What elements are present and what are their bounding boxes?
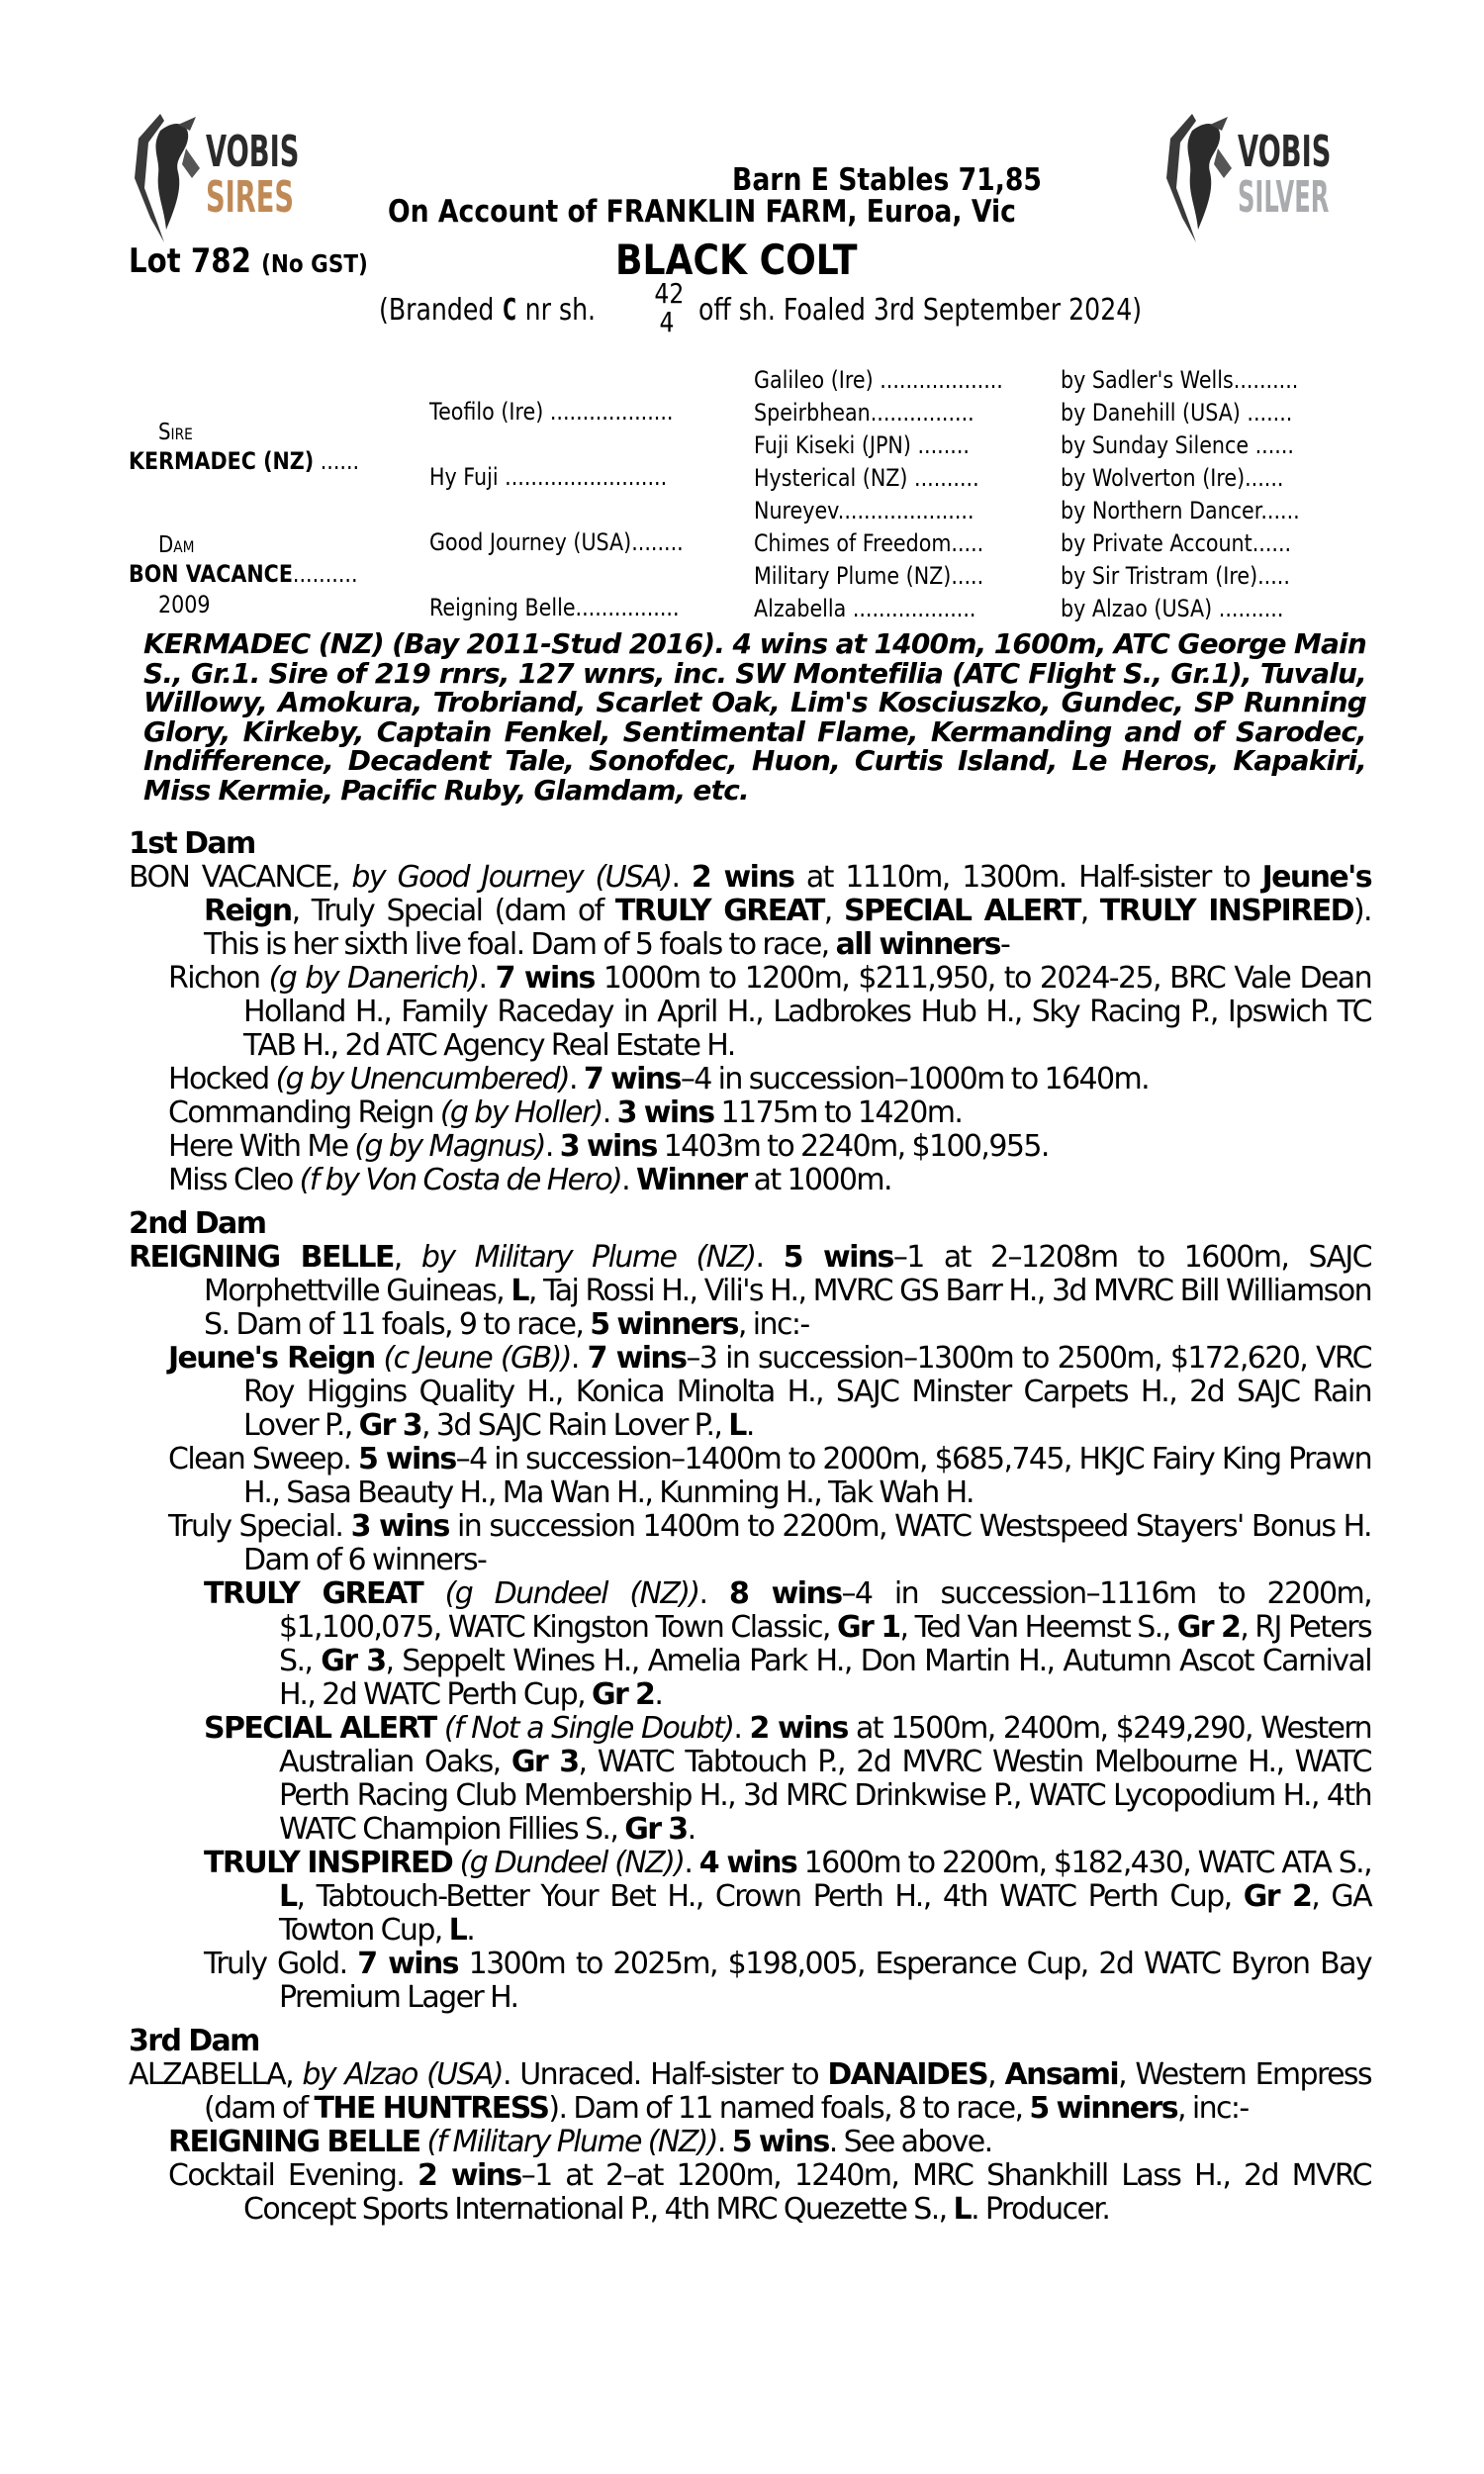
text-run: –3 in succession–1300m to 2500m, $172,620, VRC Roy Higgins Quality H., Konica Minolta H., SAJC Minster Carpets H., 2d SAJC Rain Lover P.,	[243, 1341, 1372, 1443]
bold-text: REIGNING BELLE	[168, 2125, 420, 2159]
text-run: . Producer.	[971, 2192, 1110, 2227]
section-heading: 3rd Dam	[129, 2024, 259, 2058]
bold-text: THE HUNTRESS	[314, 2091, 549, 2126]
text-run	[422, 1576, 445, 1611]
text-run: .	[602, 1095, 617, 1130]
text-run: , WATC Tabtouch P., 2d MVRC Westin Melbourne H., WATC Perth Racing Club Membership H., 3d MRC Drinkwise P., WATC Lycopodium H., 4th WATC Champion Fillies S.,	[279, 1745, 1371, 1847]
dam-name: BON VACANCE	[129, 560, 293, 588]
text-run: Miss Cleo	[168, 1163, 300, 1197]
text-run: –1 at 2–1208m to 1600m, SAJC Morphettville Guineas,	[204, 1240, 1371, 1308]
dam-year: 2009	[158, 591, 211, 618]
grandparent: Good Journey (USA)........	[429, 528, 684, 556]
gg-name: Chimes of Freedom.....	[754, 529, 984, 557]
text-run: ,	[987, 2057, 1005, 2092]
progeny-entry	[129, 1130, 1371, 1164]
italic-text: (f Not a Single Doubt)	[443, 1711, 734, 1746]
text-run: Hocked	[168, 1062, 276, 1096]
text-run: , Truly Special (dam of	[291, 894, 615, 928]
grandparent: Hy Fuji .........................	[429, 463, 668, 491]
progeny-entry	[129, 1443, 1371, 1510]
text-run: .	[570, 1341, 588, 1376]
sire-row	[129, 447, 359, 475]
progeny-entry	[129, 1948, 1371, 2015]
brand-description-prefix	[379, 293, 596, 328]
vobis-silver-logo	[1153, 109, 1350, 247]
text-run: ,	[1079, 894, 1100, 928]
section-gap	[129, 2015, 1371, 2025]
gg-name: Fuji Kiseki (JPN) ........	[754, 431, 970, 459]
dam-row	[129, 560, 358, 588]
section-gap	[129, 1197, 1371, 1207]
bold-text: L	[728, 1408, 746, 1443]
dam-entry	[129, 1241, 1371, 1342]
text-run: Clean Sweep.	[168, 1442, 358, 1476]
bold-text: Gr 3	[510, 1745, 579, 1779]
text-run: , GA Towton Cup,	[279, 1879, 1371, 1948]
text-run: -	[999, 927, 1010, 962]
text-run: Commanding Reign	[168, 1095, 440, 1130]
gg-sire: by Private Account......	[1061, 529, 1292, 557]
gg-sire: by Alzao (USA) ..........	[1061, 595, 1284, 622]
text-run: ). Dam of 11 named foals, 8 to race,	[548, 2091, 1030, 2126]
italic-text: (g Dundeel (NZ))	[444, 1576, 699, 1611]
gg-sire: by Sadler's Wells..........	[1061, 366, 1299, 394]
text-run: , 3d SAJC Rain Lover P.,	[421, 1408, 729, 1443]
text-run: –4 in succession–1116m to 2200m, $1,100,075, WATC Kingston Town Classic,	[279, 1576, 1372, 1645]
italic-text: (f Military Plume (NZ))	[426, 2125, 717, 2159]
progeny-entry	[129, 962, 1371, 1063]
bold-text: TRULY GREAT	[614, 894, 824, 928]
grandparent: Teofilo (Ire) ...................	[429, 398, 674, 426]
italic-text: (g Dundeel (NZ))	[459, 1846, 685, 1880]
text-run: 1000m to 1200m, $211,950, to 2024-25, BRC Vale Dean Holland H., Family Raceday in April H., Ladbrokes Hub H., Sky Racing P., Ipswich TC TAB H., 2d ATC Agency Real Estate H.	[243, 961, 1371, 1063]
gg-sire: by Danehill (USA) .......	[1061, 399, 1293, 427]
bold-text: Gr 3	[321, 1644, 386, 1678]
dam-entry	[129, 2058, 1371, 2126]
text-run: –4 in succession–1400m to 2000m, $685,745, HKJC Fairy King Prawn H., Sasa Beauty H., Ma Wan H., Kunming H., Tak Wah H.	[243, 1442, 1372, 1510]
foaling-date: off sh. Foaled 3rd September 2024)	[698, 293, 1143, 328]
text-run: , Seppelt Wines H., Amelia Park H., Don Martin H., Autumn Ascot Carnival H., 2d WATC Perth Cup,	[279, 1644, 1371, 1712]
bold-text: 2 wins	[749, 1711, 848, 1746]
gg-name: Military Plume (NZ).....	[754, 562, 984, 590]
italic-text: (g by Danerich)	[268, 961, 479, 996]
brand-prefix: (Branded	[379, 293, 495, 328]
bold-text: 7 wins	[583, 1062, 681, 1096]
bold-text: REIGNING BELLE	[129, 1240, 394, 1275]
text-run: in succession 1400m to 2200m, WATC Westspeed Stayers' Bonus H. Dam of 6 winners-	[243, 1509, 1371, 1577]
text-run	[375, 1341, 384, 1376]
text-run: .	[716, 2125, 732, 2159]
text-run: ,	[823, 894, 845, 928]
bold-text: 3 wins	[350, 1509, 449, 1544]
section-heading: 2nd Dam	[129, 1206, 266, 1241]
progeny-entry	[129, 1096, 1371, 1130]
text-run: ). This is her sixth live foal. Dam of 5 foals to race,	[204, 894, 1371, 962]
bold-text: TRULY GREAT	[204, 1576, 423, 1611]
text-run: .	[684, 1846, 699, 1880]
gg-sire: by Sir Tristram (Ire).....	[1061, 562, 1290, 590]
bold-text: 8 wins	[728, 1576, 842, 1611]
italic-text: by Good Journey (USA)	[351, 860, 672, 895]
bold-text: SPECIAL ALERT	[204, 1711, 436, 1746]
bold-text: L	[448, 1913, 467, 1948]
bold-text: Jeune's Reign	[168, 1341, 375, 1376]
gg-sire: by Sunday Silence ......	[1061, 431, 1294, 459]
catalogue-body	[129, 827, 1371, 2227]
bold-text: 5 wins	[357, 1442, 456, 1476]
text-run: at 1110m, 1300m. Half-sister to	[793, 860, 1262, 895]
dam-section	[129, 827, 1371, 1197]
text-run: .	[687, 1812, 696, 1847]
jockey-horse-emblem-icon	[121, 109, 319, 247]
bold-text: 5 winners	[590, 1307, 738, 1342]
bold-text: L	[953, 2192, 972, 2227]
text-run: , inc:-	[1177, 2091, 1249, 2126]
bold-text: L	[510, 1274, 528, 1308]
bold-text: 5 wins	[783, 1240, 893, 1275]
italic-text: by Military Plume (NZ)	[420, 1240, 756, 1275]
bold-text: SPECIAL ALERT	[844, 894, 1080, 928]
progeny-entry	[129, 1342, 1371, 1443]
text-run: .	[544, 1129, 560, 1164]
text-run: at 1000m.	[746, 1163, 891, 1197]
brand-mark: C	[502, 293, 517, 328]
text-run: .	[745, 1408, 754, 1443]
dam-section	[129, 2025, 1371, 2227]
bold-text: Gr 3	[358, 1408, 421, 1443]
bold-text: TRULY INSPIRED	[204, 1846, 453, 1880]
jockey-horse-emblem-icon	[1153, 109, 1350, 247]
text-run: . See above.	[828, 2125, 992, 2159]
lot-title: BLACK COLT	[615, 236, 858, 284]
gg-name: Hysterical (NZ) ..........	[754, 464, 979, 492]
progeny-entry	[129, 1577, 1371, 1712]
gg-name: Galileo (Ire) ...................	[754, 366, 1003, 394]
text-run: 1300m to 2025m, $198,005, Esperance Cup, 2d WATC Byron Bay Premium Lager H.	[279, 1947, 1372, 2015]
text-run: .	[698, 1576, 729, 1611]
gst-note: (No GST)	[261, 249, 368, 278]
dam-section	[129, 1207, 1371, 2015]
dam-entry	[129, 861, 1371, 962]
italic-text: (g by Unencumbered)	[275, 1062, 569, 1096]
bold-text: Jeune's Reign	[204, 860, 1372, 928]
progeny-entry	[129, 2159, 1371, 2227]
progeny-entry	[129, 1164, 1371, 1197]
gg-sire: by Wolverton (Ire)......	[1061, 464, 1284, 492]
text-run: , inc:-	[737, 1307, 809, 1342]
grandparent: Reigning Belle................	[429, 594, 680, 621]
text-run: Richon	[168, 961, 269, 996]
gg-name: Alzabella ...................	[754, 595, 976, 622]
bold-text: all winners	[835, 927, 1000, 962]
bold-text: Gr 2	[1243, 1879, 1312, 1914]
bold-text: 7 wins	[357, 1947, 458, 1981]
text-run: 1175m to 1420m.	[713, 1095, 963, 1130]
progeny-entry	[129, 1510, 1371, 1577]
text-run: .	[478, 961, 496, 996]
dam-dots: ..........	[292, 560, 358, 588]
text-run: ALZABELLA,	[129, 2057, 303, 2092]
text-run: .	[569, 1062, 584, 1096]
bold-text: L	[279, 1879, 297, 1914]
bold-text: 5 wins	[731, 2125, 829, 2159]
italic-text: (c Jeune (GB))	[383, 1341, 571, 1376]
sire-label: Sire	[158, 420, 193, 445]
gg-name: Nureyev.....................	[754, 497, 974, 524]
text-run: Truly Special.	[168, 1509, 351, 1544]
text-run: , Ted Van Heemst S.,	[899, 1610, 1177, 1645]
progeny-entry	[129, 1063, 1371, 1096]
bold-text: Gr 3	[624, 1812, 688, 1847]
italic-text: by Alzao (USA)	[302, 2057, 503, 2092]
brand-number-fraction	[654, 277, 685, 338]
logo-bottom-word: SIRES	[206, 171, 295, 223]
bold-text: Gr 1	[836, 1610, 900, 1645]
lot-label: Lot 782	[129, 241, 251, 281]
bold-text: 5 winners	[1029, 2091, 1177, 2126]
text-run: , Tabtouch-Better Your Bet H., Crown Perth H., 4th WATC Perth Cup,	[296, 1879, 1244, 1914]
text-run: 1403m to 2240m, $100,955.	[656, 1129, 1049, 1164]
logo-top-word: VOBIS	[206, 126, 300, 177]
progeny-entry	[129, 1847, 1371, 1948]
text-run: , Western Empress (dam of	[204, 2057, 1371, 2126]
text-run: 1600m to 2200m, $182,430, WATC ATA S.,	[796, 1846, 1372, 1880]
text-run: –4 in succession–1000m to 1640m.	[680, 1062, 1150, 1096]
text-run: at 1500m, 2400m, $249,290, Western Australian Oaks,	[279, 1711, 1372, 1779]
text-run: Here With Me	[168, 1129, 355, 1164]
text-run: .	[733, 1711, 750, 1746]
bold-text: 3 wins	[559, 1129, 657, 1164]
text-run: .	[755, 1240, 784, 1275]
logo-bottom-word: SILVER	[1238, 172, 1330, 224]
vendor-account: On Account of FRANKLIN FARM, Euroa, Vic	[388, 194, 1016, 230]
text-run: –1 at 2–at 1200m, 1240m, MRC Shankhill Lass H., 2d MVRC Concept Sports International P., 4th MRC Quezette S.,	[243, 2158, 1371, 2227]
italic-text: (f by Von Costa de Hero)	[299, 1163, 622, 1197]
text-run	[452, 1846, 459, 1880]
bold-text: 4 wins	[698, 1846, 797, 1880]
text-run: , RJ Peters S.,	[279, 1610, 1372, 1678]
text-run: . Unraced. Half-sister to	[503, 2057, 828, 2092]
italic-text: (g by Magnus)	[354, 1129, 545, 1164]
text-run	[436, 1711, 444, 1746]
bold-text: DANAIDES	[827, 2057, 988, 2092]
brand-number-bottom: 4	[659, 306, 675, 338]
brand-number-top: 42	[654, 277, 685, 310]
bold-text: TRULY INSPIRED	[1099, 894, 1353, 928]
text-run: .	[621, 1163, 636, 1197]
italic-text: (g by Holler)	[439, 1095, 603, 1130]
bold-text: Winner	[636, 1163, 747, 1197]
vobis-sires-logo	[121, 109, 319, 247]
progeny-entry	[129, 2126, 1371, 2159]
bold-text: 2 wins	[417, 2158, 521, 2193]
bold-text: 3 wins	[616, 1095, 714, 1130]
text-run: Truly Gold.	[204, 1947, 358, 1981]
lot-number	[129, 241, 368, 281]
stables-location: Barn E Stables 71,85	[732, 162, 1042, 198]
bold-text: Ansami	[1004, 2057, 1119, 2092]
dam-label: Dam	[158, 532, 195, 558]
bold-text: Gr 2	[1176, 1610, 1241, 1645]
gg-sire: by Northern Dancer......	[1061, 497, 1300, 524]
sire-dots: ......	[320, 447, 360, 475]
text-run: Cocktail Evening.	[168, 2158, 417, 2193]
text-run: .	[671, 860, 692, 895]
text-run: ,	[393, 1240, 421, 1275]
sire-name: KERMADEC (NZ)	[129, 447, 315, 475]
progeny-entry	[129, 1712, 1371, 1847]
brand-mid: nr sh.	[524, 293, 597, 328]
bold-text: 7 wins	[495, 961, 595, 996]
text-run: , Taj Rossi H., Vili's H., MVRC GS Barr H., 3d MVRC Bill Williamson S. Dam of 11 foals, 9 to race,	[204, 1274, 1372, 1342]
section-heading: 1st Dam	[129, 826, 255, 861]
bold-text: 2 wins	[691, 860, 794, 895]
bold-text: Gr 2	[591, 1677, 655, 1712]
text-run: .	[466, 1913, 475, 1948]
logo-top-word: VOBIS	[1238, 126, 1332, 177]
gg-name: Speirbhean................	[754, 399, 974, 427]
text-run: .	[654, 1677, 663, 1712]
text-run: BON VACANCE,	[129, 860, 352, 895]
sire-summary: KERMADEC (NZ) (Bay 2011-Stud 2016). 4 wins at 1400m, 1600m, ATC George Main S., Gr.1. Sire of 219 rnrs, 127 wnrs, inc. SW Montefilia (ATC Flight S., Gr.1), Tuvalu, Willowy, Amokura, Trobriand, Scarlet Oak, Lim's Kosciuszko, Gundec, SP Running Glory, Kirkeby, Captain Fenkel, Sentimental Flame, Kermanding and of Sarodec, Indifference, Decadent Tale, Sonofdec, Huon, Curtis Island, Le Heros, Kapakiri, Miss Kermie, Pacific Ruby, Glamdam, etc.	[143, 627, 1366, 807]
bold-text: 7 wins	[587, 1341, 687, 1376]
